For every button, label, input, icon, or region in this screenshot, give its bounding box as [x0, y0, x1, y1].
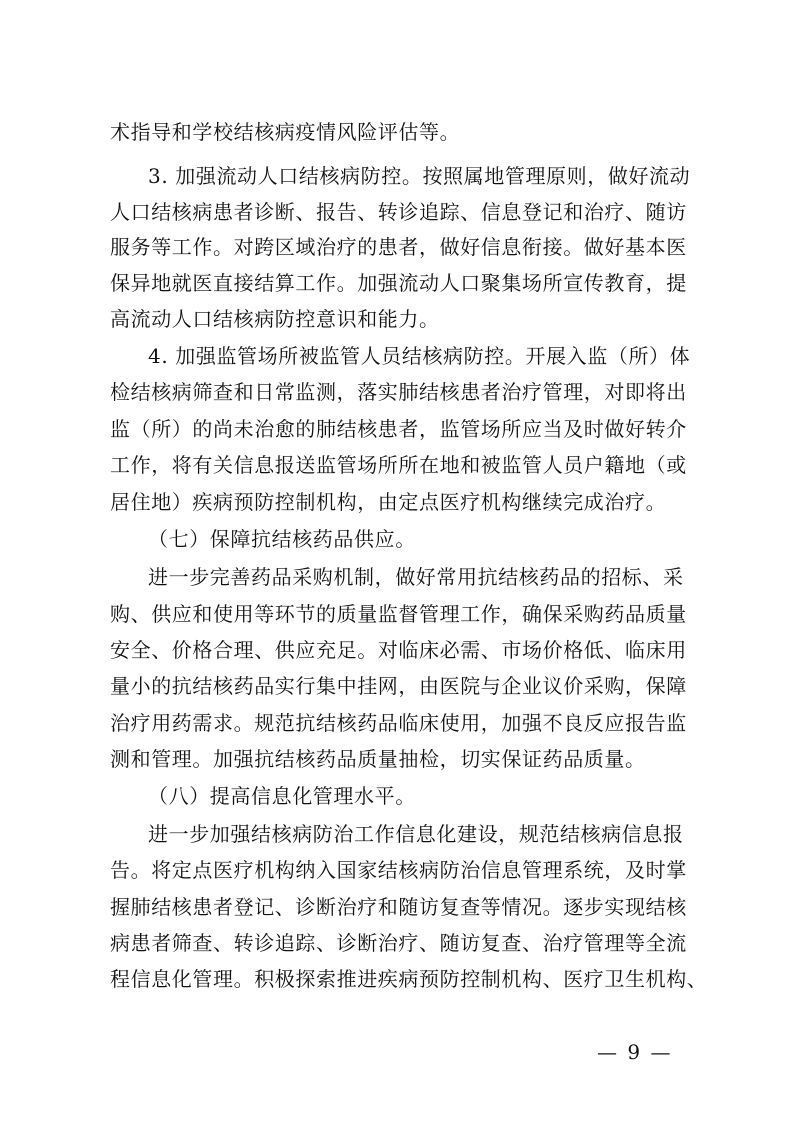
section-heading: （七）保障抗结核药品供应。: [148, 527, 416, 551]
body-text-line: 检结核病筛查和日常监测，落实肺结核患者治疗管理，对即将出: [110, 380, 687, 404]
body-text-line: 测和管理。加强抗结核药品质量抽检，切实保证药品质量。: [110, 747, 646, 771]
body-text-line: 购、供应和使用等环节的质量监督管理工作，确保采购药品质量: [110, 602, 687, 626]
body-text-line: 治疗用药需求。规范抗结核药品临床使用，加强不良反应报告监: [110, 711, 687, 735]
body-text-line: 进一步完善药品采购机制，做好常用抗结核药品的招标、采: [148, 565, 684, 589]
body-text-line: 监（所）的尚未治愈的肺结核患者，监管场所应当及时做好转介: [110, 417, 687, 441]
body-text-line: 服务等工作。对跨区域治疗的患者，做好信息衔接。做好基本医: [110, 235, 687, 259]
section-heading: （八）提高信息化管理水平。: [148, 784, 416, 808]
body-text-line: 安全、价格合理、供应充足。对临床必需、市场价格低、临床用: [110, 638, 687, 662]
body-text-line: 病患者筛查、转诊追踪、诊断治疗、随访复查、治疗管理等全流: [110, 931, 687, 955]
body-text-line: 程信息化管理。积极探索推进疾病预防控制机构、医疗卫生机构、: [110, 967, 708, 991]
body-text-line: 4. 加强监管场所被监管人员结核病防控。开展入监（所）体: [148, 344, 691, 368]
body-text-line: 高流动人口结核病防控意识和能力。: [110, 307, 440, 331]
body-text-line: 术指导和学校结核病疫情风险评估等。: [110, 120, 461, 144]
body-text-line: 人口结核病患者诊断、报告、转诊追踪、信息登记和治疗、随访: [110, 200, 687, 224]
body-text-line: 保异地就医直接结算工作。加强流动人口聚集场所宣传教育，提: [110, 271, 687, 295]
body-text-line: 居住地）疾病预防控制机构，由定点医疗机构继续完成治疗。: [110, 490, 667, 514]
body-text-line: 握肺结核患者登记、诊断治疗和随访复查等情况。逐步实现结核: [110, 895, 687, 919]
body-text-line: 进一步加强结核病防治工作信息化建设，规范结核病信息报: [148, 822, 684, 846]
page-number: — 9 —: [597, 1040, 673, 1064]
body-text-line: 工作，将有关信息报送监管场所所在地和被监管人员户籍地（或: [110, 453, 687, 477]
body-text-line: 3. 加强流动人口结核病防控。按照属地管理原则，做好流动: [148, 164, 691, 188]
body-text-line: 告。将定点医疗机构纳入国家结核病防治信息管理系统，及时掌: [110, 858, 687, 882]
body-text-line: 量小的抗结核药品实行集中挂网，由医院与企业议价采购，保障: [110, 674, 687, 698]
